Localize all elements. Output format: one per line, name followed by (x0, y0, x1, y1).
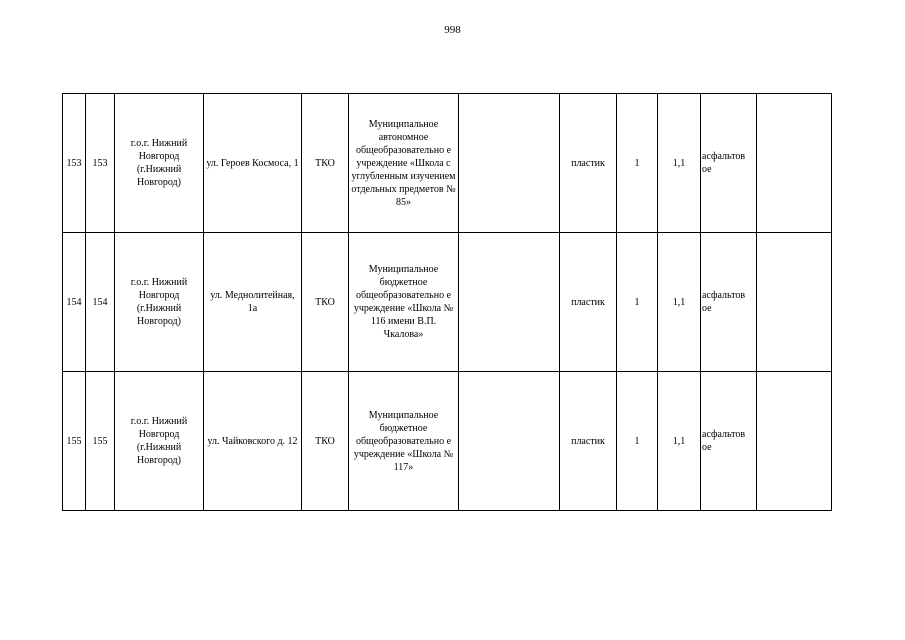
notes-cell (757, 94, 832, 233)
container-volume-cell: 1,1 (658, 94, 701, 233)
row-number-cell: 154 (63, 233, 86, 372)
address-cell: ул. Чайковского д. 12 (204, 372, 302, 511)
district-cell: г.о.г. Нижний Новгород (г.Нижний Новгород) (115, 94, 204, 233)
empty-cell (459, 233, 560, 372)
empty-cell (459, 94, 560, 233)
surface-cell: асфальтов ое (701, 94, 757, 233)
row-number-cell: 155 (63, 372, 86, 511)
table-row (63, 94, 832, 233)
table-row (63, 233, 832, 372)
registry-id-cell: 154 (86, 233, 115, 372)
owner-cell: Муниципальное автономное общеобразовательно е учреждение «Школа с углубленным изучением отдельных предметов № 85» (349, 94, 459, 233)
owner-cell: Муниципальное бюджетное общеобразовательно е учреждение «Школа № 116 имени В.П. Чкалова» (349, 233, 459, 372)
waste-type-cell: ТКО (302, 372, 349, 511)
notes-cell (757, 372, 832, 511)
registry-id-cell: 153 (86, 94, 115, 233)
waste-type-cell: ТКО (302, 94, 349, 233)
address-cell: ул. Меднолитейная, 1а (204, 233, 302, 372)
container-count-cell: 1 (617, 233, 658, 372)
empty-cell (459, 372, 560, 511)
row-number-cell: 153 (63, 94, 86, 233)
container-volume-cell: 1,1 (658, 372, 701, 511)
waste-type-cell: ТКО (302, 233, 349, 372)
surface-cell: асфальтов ое (701, 372, 757, 511)
container-material-cell: пластик (560, 94, 617, 233)
notes-cell (757, 233, 832, 372)
container-material-cell: пластик (560, 372, 617, 511)
surface-cell: асфальтов ое (701, 233, 757, 372)
district-cell: г.о.г. Нижний Новгород (г.Нижний Новгород) (115, 372, 204, 511)
container-count-cell: 1 (617, 372, 658, 511)
owner-cell: Муниципальное бюджетное общеобразовательно е учреждение «Школа № 117» (349, 372, 459, 511)
table-row (63, 372, 832, 511)
container-material-cell: пластик (560, 233, 617, 372)
address-cell: ул. Героев Космоса, 1 (204, 94, 302, 233)
container-count-cell: 1 (617, 94, 658, 233)
registry-id-cell: 155 (86, 372, 115, 511)
district-cell: г.о.г. Нижний Новгород (г.Нижний Новгород) (115, 233, 204, 372)
page-number: 998 (444, 24, 461, 36)
container-volume-cell: 1,1 (658, 233, 701, 372)
registry-table (62, 93, 832, 511)
